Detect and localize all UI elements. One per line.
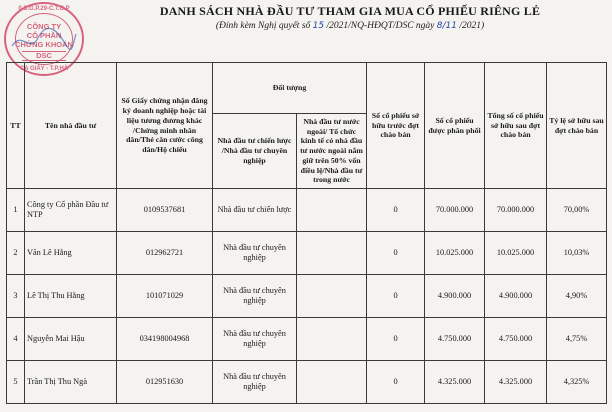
row-shares-after: 10.025.000 (485, 232, 547, 275)
row-name: Lê Thị Thu Hằng (25, 275, 117, 318)
row-ratio-after: 70,00% (547, 189, 607, 232)
row-tt: 4 (7, 318, 25, 361)
row-object-strategic: Nhà đầu tư chuyên nghiệp (213, 361, 297, 404)
row-shares-allocated: 4.900.000 (425, 275, 485, 318)
row-license: 0109537681 (117, 189, 213, 232)
row-tt: 2 (7, 232, 25, 275)
row-shares-before: 0 (367, 275, 425, 318)
resolution-date: 8/11 (436, 21, 457, 31)
header-name: Tên nhà đầu tư (25, 63, 117, 189)
row-object-foreign (297, 318, 367, 361)
row-ratio-after: 10,03% (547, 232, 607, 275)
header-license: Số Giấy chứng nhận đăng ký doanh nghiệp hoặc tài liệu tương đương khác /Chứng minh nhân dân/Thẻ căn cước công dân/Hộ chiếu (117, 63, 213, 189)
row-ratio-after: 4,90% (547, 275, 607, 318)
row-shares-allocated: 4.325.000 (425, 361, 485, 404)
investor-table (6, 62, 607, 404)
row-object-strategic: Nhà đầu tư chuyên nghiệp (213, 275, 297, 318)
row-shares-after: 70.000.000 (485, 189, 547, 232)
stamp-line-2: CỔ PHẦN (26, 31, 62, 40)
table-row (7, 361, 607, 404)
row-license: 034198004968 (117, 318, 213, 361)
stamp-ring-top: 0 S.G.P.29-C.T.C.P (18, 6, 70, 12)
row-shares-after: 4.325.000 (485, 361, 547, 404)
row-object-foreign (297, 232, 367, 275)
row-name: Văn Lê Hằng (25, 232, 117, 275)
row-license: 012951630 (117, 361, 213, 404)
row-ratio-after: 4,75% (547, 318, 607, 361)
subtitle-middle: /2021/NQ-HĐQT/DSC ngày (324, 21, 437, 31)
stamp-ring-bottom: CA GIẤY - T.P.HÀ (19, 66, 69, 72)
header-shares-after: Tổng số cổ phiếu sở hữu sau đợt chào bán (485, 63, 547, 189)
row-name: Công ty Cổ phần Đầu tư NTP (25, 189, 117, 232)
row-shares-before: 0 (367, 361, 425, 404)
row-object-foreign (297, 361, 367, 404)
document-subtitle (110, 21, 590, 31)
table-row (7, 232, 607, 275)
row-shares-after: 4.750.000 (485, 318, 547, 361)
row-name: Nguyễn Mai Hậu (25, 318, 117, 361)
table-row (7, 318, 607, 361)
row-ratio-after: 4,325% (547, 361, 607, 404)
row-shares-before: 0 (367, 189, 425, 232)
header-tt: TT (7, 63, 25, 189)
header-shares-allocated: Số cổ phiếu được phân phối (425, 63, 485, 189)
row-shares-before: 0 (367, 232, 425, 275)
header-object-strategic: Nhà đầu tư chiến lược /Nhà đầu tư chuyên nghiệp (213, 114, 297, 189)
subtitle-prefix: (Đính kèm Nghị quyết số (215, 21, 313, 31)
row-shares-after: 4.900.000 (485, 275, 547, 318)
table-row (7, 189, 607, 232)
row-shares-before: 0 (367, 318, 425, 361)
row-shares-allocated: 4.750.000 (425, 318, 485, 361)
row-license: 012962721 (117, 232, 213, 275)
row-tt: 5 (7, 361, 25, 404)
row-object-foreign (297, 189, 367, 232)
row-object-strategic: Nhà đầu tư chuyên nghiệp (213, 232, 297, 275)
row-license: 101071029 (117, 275, 213, 318)
row-object-foreign (297, 275, 367, 318)
row-shares-allocated: 10.025.000 (425, 232, 485, 275)
stamp-line-1: CÔNG TY (26, 22, 62, 31)
row-tt: 1 (7, 189, 25, 232)
stamp-line-3: CHỨNG KHOÁN (15, 40, 73, 49)
resolution-number: 15 (312, 21, 325, 31)
row-object-strategic: Nhà đầu tư chuyên nghiệp (213, 318, 297, 361)
subtitle-suffix: /2021) (457, 21, 485, 31)
header-object-foreign: Nhà đầu tư nước ngoài/ Tổ chức kinh tế có nhà đầu tư nước ngoài nắm giữ trên 50% vốn điều lệ/Nhà đầu tư trong nước (297, 114, 367, 189)
row-tt: 3 (7, 275, 25, 318)
table-row (7, 275, 607, 318)
header-shares-before: Số cổ phiếu sở hữu trước đợt chào bán (367, 63, 425, 189)
signature-scribble (8, 24, 78, 54)
header-object-group: Đối tượng (213, 63, 367, 114)
header-ratio-after: Tỷ lệ sở hữu sau đợt chào bán (547, 63, 607, 189)
row-shares-allocated: 70.000.000 (425, 189, 485, 232)
row-name: Trần Thị Thu Ngà (25, 361, 117, 404)
document-title: DANH SÁCH NHÀ ĐẦU TƯ THAM GIA MUA CỔ PHIẾU RIÊNG LẺ (159, 4, 541, 18)
stamp-line-4: DSC (22, 51, 66, 61)
row-object-strategic: Nhà đầu tư chiến lược (213, 189, 297, 232)
